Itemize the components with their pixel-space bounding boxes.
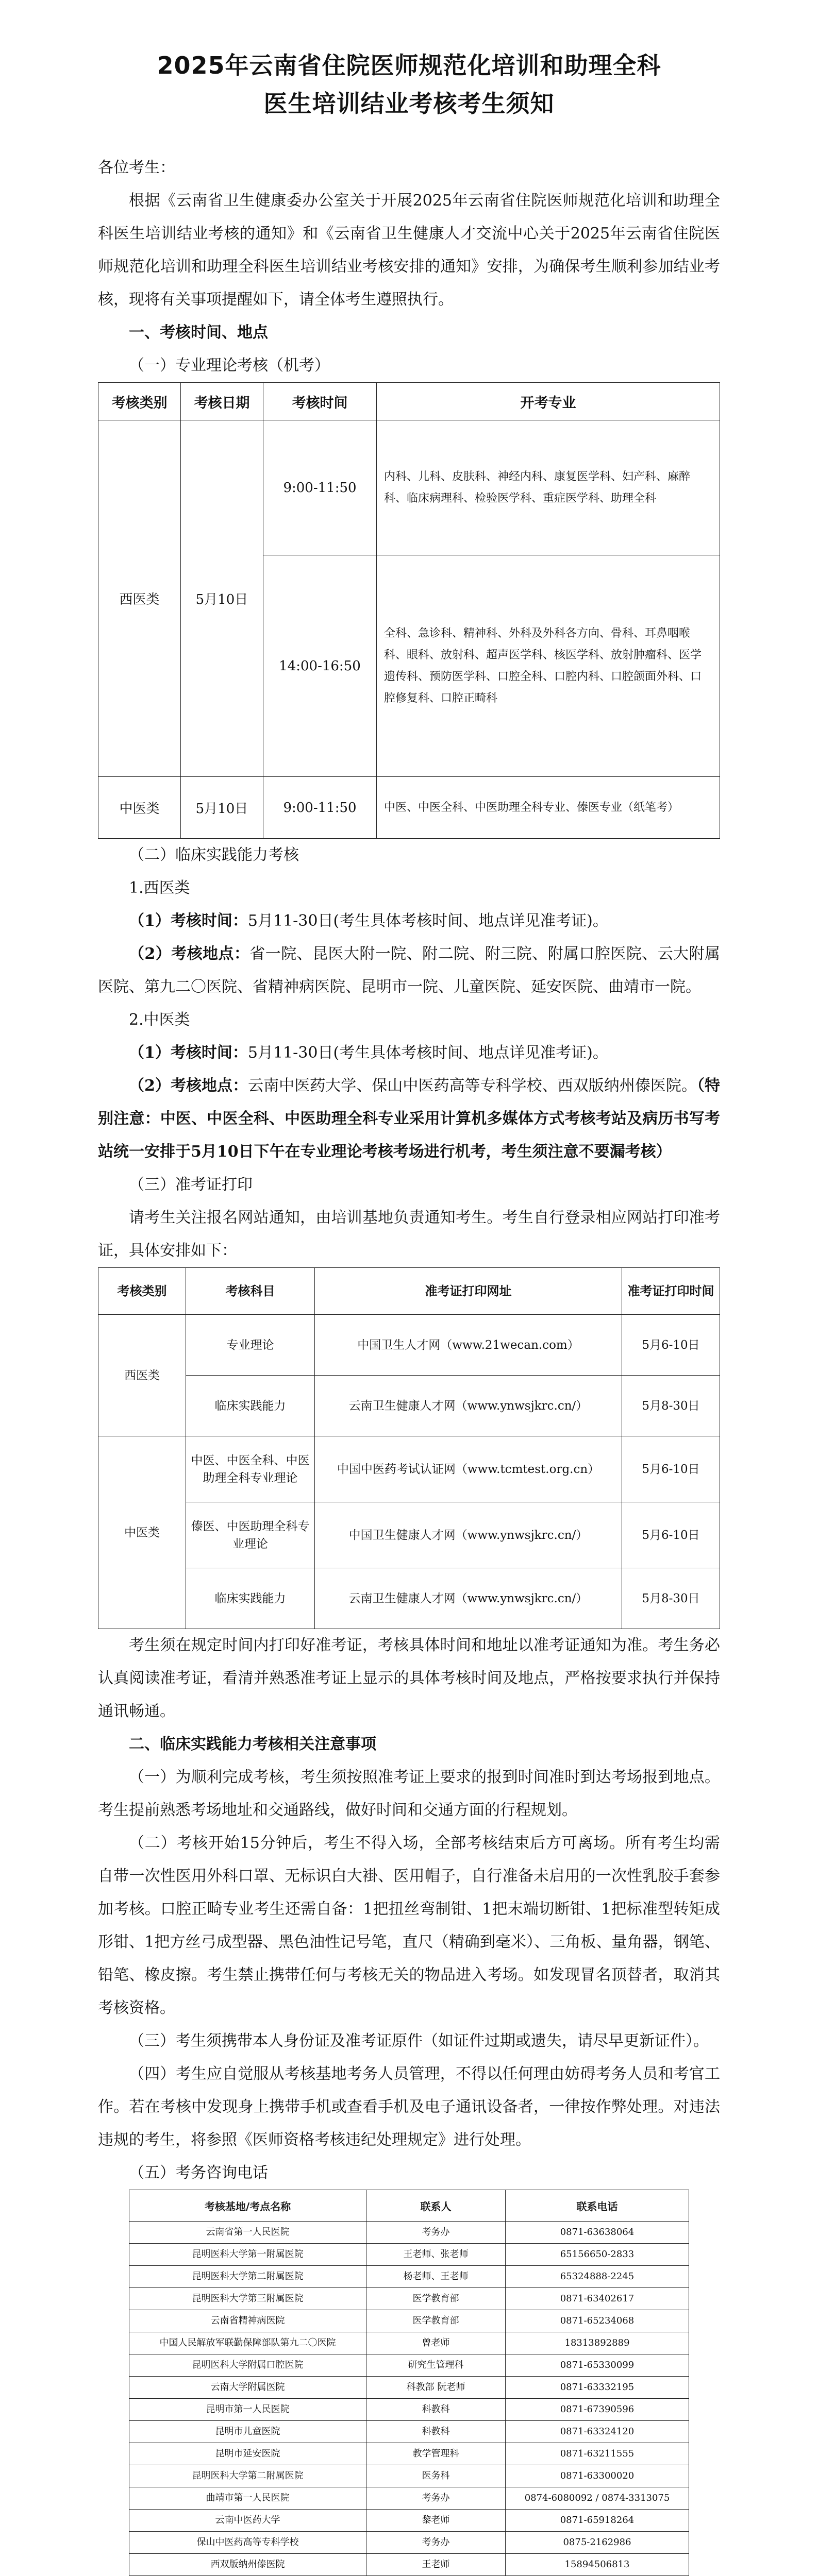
table-cell: 18313892889 [506, 2332, 689, 2354]
table-row [129, 2487, 689, 2510]
western-place-text: 省一院、昆医大附一院、附二院、附三院、附属口腔医院、云大附属医院、第九二〇医院、省精神病医院、昆明市一院、儿童医院、延安医院、曲靖市一院。 [98, 945, 721, 996]
table-cell: 5月10日 [181, 777, 263, 839]
table-cell: 5月6-10日 [622, 1315, 720, 1376]
exam-schedule-table [98, 382, 720, 839]
page-title [98, 46, 720, 123]
table-cell: 云南卫生健康人才网（www.ynwsjkrc.cn/） [315, 1376, 622, 1436]
table-cell: 9:00-11:50 [263, 420, 377, 555]
table-cell: 0871-65330099 [506, 2354, 689, 2377]
contact-table-body [129, 2222, 689, 2576]
table-cell: 王老师、张老师 [366, 2244, 506, 2266]
table-row [129, 2288, 689, 2310]
admission-ticket-table [98, 1267, 720, 1629]
table-cell: 14:00-16:50 [263, 555, 377, 777]
table-row [129, 2465, 689, 2487]
table-cell: 5月6-10日 [622, 1502, 720, 1568]
notice-item-1: （一）为顺利完成考核，考生须按照准考证上要求的报到时间准时到达考场报到地点。考生提前熟悉考场地址和交通路线，做好时间和交通方面的行程规划。 [98, 1768, 720, 1819]
tcm-place-text: 云南中医药大学、保山中医药高等专科学校、西双版纳州傣医院。 [248, 1077, 697, 1095]
western-subheading: 1.西医类 [129, 879, 190, 897]
title-line-1: 2025年云南省住院医师规范化培训和助理全科 [157, 52, 661, 79]
table-cell: 杨老师、王老师 [366, 2266, 506, 2288]
table-cell: 医务科 [366, 2465, 506, 2487]
table-cell: 教学管理科 [366, 2443, 506, 2465]
table-cell: 王老师 [366, 2554, 506, 2576]
table-cell: 云南省精神病医院 [129, 2310, 366, 2332]
table-cell: 曾老师 [366, 2332, 506, 2354]
table-row [129, 2377, 689, 2399]
western-place-paragraph [98, 938, 720, 1004]
table-cell: 西医类 [98, 1315, 186, 1436]
table-cell: 5月8-30日 [622, 1376, 720, 1436]
tcm-time-label: （1）考核时间： [129, 1044, 248, 1062]
table-cell: 医学教育部 [366, 2288, 506, 2310]
table-row [129, 2554, 689, 2576]
table-cell: 5月6-10日 [622, 1436, 720, 1502]
table-cell: 昆明医科大学附属口腔医院 [129, 2354, 366, 2377]
table-row [129, 2532, 689, 2554]
table-cell: 临床实践能力 [186, 1376, 315, 1436]
table-header: 准考证打印时间 [622, 1268, 720, 1315]
table-cell: 5月8-30日 [622, 1568, 720, 1629]
notice-item-4: （四）考生应自觉服从考核基地考务人员管理，不得以任何理由妨碍考务人员和考官工作。若在考核中发现身上携带手机或查看手机及电子通讯设备者，一律按作弊处理。对违法违规的考生，将参照《医师资格考核违纪处理规定》进行处理。 [98, 2065, 720, 2149]
western-time-text: 5月11-30日(考生具体考核时间、地点详见准考证)。 [247, 912, 608, 930]
table-cell: 昆明市延安医院 [129, 2443, 366, 2465]
table-header: 准考证打印网址 [315, 1268, 622, 1315]
table-cell: 0875-2162986 [506, 2532, 689, 2554]
table-cell: 黎老师 [366, 2510, 506, 2532]
table-cell: 科教部 阮老师 [366, 2377, 506, 2399]
table-cell: 0871-63332195 [506, 2377, 689, 2399]
table-cell: 昆明市儿童医院 [129, 2421, 366, 2443]
table-row [129, 2310, 689, 2332]
table-cell: 中国人民解放军联勤保障部队第九二〇医院 [129, 2332, 366, 2354]
section-1-3-heading: （三）准考证打印 [129, 1176, 253, 1194]
table-cell: 0871-63211555 [506, 2443, 689, 2465]
table-cell: 医学教育部 [366, 2310, 506, 2332]
table-cell: 0871-65234068 [506, 2310, 689, 2332]
tcm-subheading: 2.中医类 [129, 1011, 190, 1029]
tcm-time-text: 5月11-30日(考生具体考核时间、地点详见准考证)。 [247, 1044, 608, 1062]
table-cell: 65324888-2245 [506, 2266, 689, 2288]
table-row [129, 2332, 689, 2354]
tcm-place-label: （2）考核地点： [129, 1077, 248, 1095]
table-header: 联系人 [366, 2190, 506, 2222]
table-header: 考核类别 [98, 1268, 186, 1315]
section-2-heading: 二、临床实践能力考核相关注意事项 [129, 1735, 376, 1753]
table-cell: 0871-63402617 [506, 2288, 689, 2310]
table-cell: 昆明医科大学第一附属医院 [129, 2244, 366, 2266]
table-cell: 全科、急诊科、精神科、外科及外科各方向、骨科、耳鼻咽喉科、眼科、放射科、超声医学科、核医学科、放射肿瘤科、医学遗传科、预防医学科、口腔全科、口腔内科、口腔颌面外科、口腔修复科、口腔正畸科 [377, 555, 720, 777]
western-time-paragraph [98, 905, 720, 938]
table-cell: 0871-67390596 [506, 2399, 689, 2421]
table-row [129, 2421, 689, 2443]
table-cell: 内科、儿科、皮肤科、神经内科、康复医学科、妇产科、麻醉科、临床病理科、检验医学科、重症医学科、助理全科 [377, 420, 720, 555]
table-cell: 考务办 [366, 2222, 506, 2244]
table-header: 考核时间 [263, 383, 377, 420]
table-cell: 中医、中医全科、中医助理全科专业理论 [186, 1436, 315, 1502]
table-cell: 曲靖市第一人民医院 [129, 2487, 366, 2510]
table-cell: 云南大学附属医院 [129, 2377, 366, 2399]
table-cell: 5月10日 [181, 420, 263, 777]
section-2-5-heading: （五）考务咨询电话 [129, 2164, 268, 2182]
greeting: 各位考生： [98, 159, 175, 177]
table-cell: 云南卫生健康人才网（www.ynwsjkrc.cn/） [315, 1568, 622, 1629]
western-place-label: （2）考核地点： [129, 945, 250, 963]
table-cell: 临床实践能力 [186, 1568, 315, 1629]
table-header: 考核类别 [98, 383, 181, 420]
table-cell: 保山中医药高等专科学校 [129, 2532, 366, 2554]
table-row [129, 2510, 689, 2532]
tcm-time-paragraph [98, 1037, 720, 1070]
table-cell: 0871-65918264 [506, 2510, 689, 2532]
section-1-1-heading: （一）专业理论考核（机考） [129, 357, 330, 375]
table-cell: 科教科 [366, 2421, 506, 2443]
table-cell: 西双版纳州傣医院 [129, 2554, 366, 2576]
table-header: 开考专业 [377, 383, 720, 420]
table-cell: 傣医、中医助理全科专业理论 [186, 1502, 315, 1568]
western-time-label: （1）考核时间： [129, 912, 248, 930]
table-cell: 0871-63324120 [506, 2421, 689, 2443]
table-cell: 研究生管理科 [366, 2354, 506, 2377]
table-cell: 中国卫生人才网（www.21wecan.com） [315, 1315, 622, 1376]
tcm-special-note: （特别注意：中医、中医全科、中医助理全科专业采用计算机多媒体方式考核考站及病历书写考站统一安排于5月10日下午在专业理论考核考场进行机考，考生须注意不要漏考核） [98, 1077, 721, 1161]
table-cell: 考务办 [366, 2487, 506, 2510]
table-cell: 65156650-2833 [506, 2244, 689, 2266]
table-cell: 中医类 [98, 1436, 186, 1629]
table-cell: 9:00-11:50 [263, 777, 377, 839]
table-row [129, 2443, 689, 2465]
intro-paragraph: 根据《云南省卫生健康委办公室关于开展2025年云南省住院医师规范化培训和助理全科医生培训结业考核的通知》和《云南省卫生健康人才交流中心关于2025年云南省住院医师规范化培训和助理全科医生培训结业考核安排的通知》安排，为确保考生顺利参加结业考核，现将有关事项提醒如下，请全体考生遵照执行。 [98, 192, 720, 309]
table-cell: 0871-63638064 [506, 2222, 689, 2244]
table-header: 考核基地/考点名称 [129, 2190, 366, 2222]
table-row [129, 2222, 689, 2244]
table-cell: 考务办 [366, 2532, 506, 2554]
notice-item-3: （三）考生须携带本人身份证及准考证原件（如证件过期或遗失，请尽早更新证件）。 [129, 2032, 709, 2050]
table-row [129, 2399, 689, 2421]
table-cell: 中医类 [98, 777, 181, 839]
table-cell: 中医、中医全科、中医助理全科专业、傣医专业（纸笔考） [377, 777, 720, 839]
contact-table [129, 2190, 689, 2576]
table-cell: 专业理论 [186, 1315, 315, 1376]
table-cell: 中国卫生健康人才网（www.ynwsjkrc.cn/） [315, 1502, 622, 1568]
table-cell: 云南中医药大学 [129, 2510, 366, 2532]
title-line-2: 医生培训结业考核考生须知 [263, 90, 555, 117]
table-cell: 云南省第一人民医院 [129, 2222, 366, 2244]
table-cell: 昆明医科大学第二附属医院 [129, 2465, 366, 2487]
table-cell: 0874-6080092 / 0874-3313075 [506, 2487, 689, 2510]
table-cell: 15894506813 [506, 2554, 689, 2576]
table-cell: 昆明医科大学第三附属医院 [129, 2288, 366, 2310]
table-cell: 西医类 [98, 420, 181, 777]
table-cell: 中国中医药考试认证网（www.tcmtest.org.cn） [315, 1436, 622, 1502]
table-row [129, 2266, 689, 2288]
section-1-heading: 一、考核时间、地点 [129, 324, 268, 342]
table-row [129, 2354, 689, 2377]
table-header: 考核科目 [186, 1268, 315, 1315]
table-cell: 0871-63300020 [506, 2465, 689, 2487]
table-cell: 昆明医科大学第二附属医院 [129, 2266, 366, 2288]
table-row [129, 2244, 689, 2266]
table-cell: 昆明市第一人民医院 [129, 2399, 366, 2421]
admission-ticket-note: 考生须在规定时间内打印好准考证，考核具体时间和地址以准考证通知为准。考生务必认真阅读准考证，看清并熟悉准考证上显示的具体考核时间及地点，严格按要求执行并保持通讯畅通。 [98, 1636, 720, 1720]
notice-item-2: （二）考核开始15分钟后，考生不得入场，全部考核结束后方可离场。所有考生均需自带一次性医用外科口罩、无标识白大褂、医用帽子，自行准备未启用的一次性乳胶手套参加考核。口腔正畸专业考生还需自备：1把扭丝弯制钳、1把末端切断钳、1把标准型转矩成形钳、1把方丝弓成型器、黑色油性记号笔，直尺（精确到毫米）、三角板、量角器，钢笔、铅笔、橡皮擦。考生禁止携带任何与考核无关的物品进入考场。如发现冒名顶替者，取消其考核资格。 [98, 1834, 720, 2017]
admission-ticket-paragraph: 请考生关注报名网站通知，由培训基地负责通知考生。考生自行登录相应网站打印准考证，具体安排如下： [98, 1209, 720, 1260]
table-header: 考核日期 [181, 383, 263, 420]
section-1-2-heading: （二）临床实践能力考核 [129, 846, 299, 864]
tcm-place-paragraph [98, 1070, 720, 1168]
table-cell: 科教科 [366, 2399, 506, 2421]
table-header: 联系电话 [506, 2190, 689, 2222]
